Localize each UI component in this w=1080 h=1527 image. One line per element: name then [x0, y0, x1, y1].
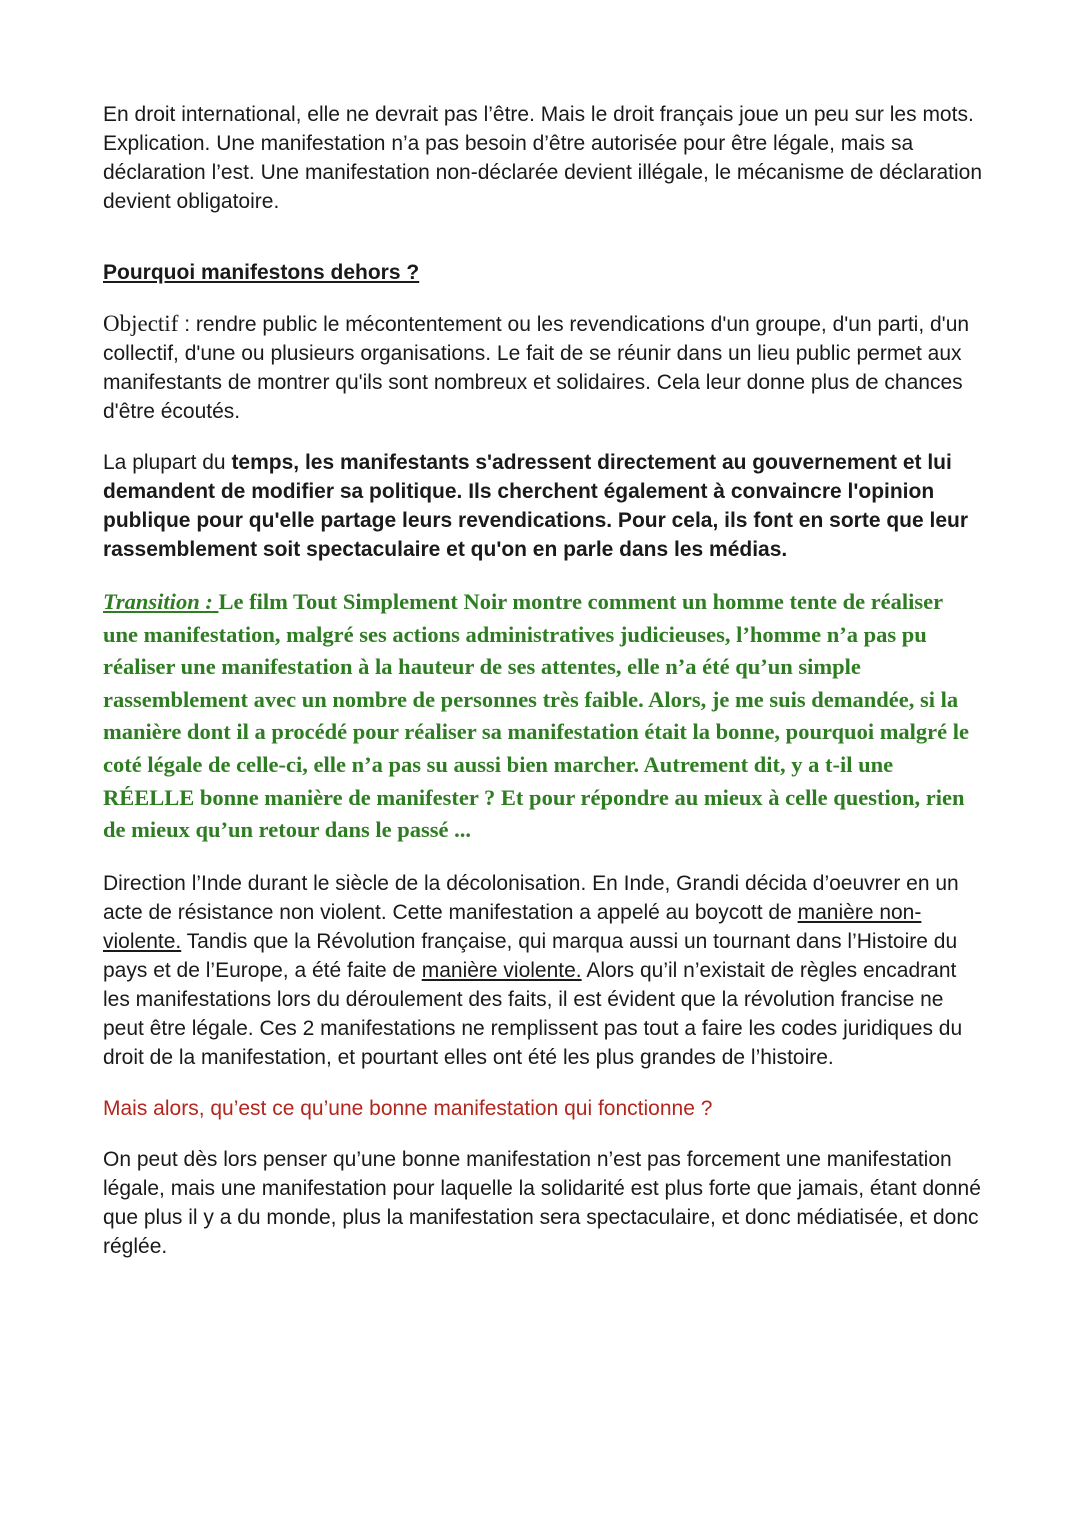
plupart-lead: La plupart du — [103, 451, 232, 474]
underlined-violente: manière violente. — [421, 958, 582, 982]
direction-paragraph — [103, 869, 983, 1072]
plupart-paragraph — [103, 448, 983, 564]
intro-paragraph: En droit international, elle ne devrait pas l’être. Mais le droit français joue un peu sur les mots. Explication. Une manifestation n’a pas besoin d’être autorisée pour être légale, mais sa déclaration l’est. Une manifestation non-déclarée devient illégale, le mécanisme de déclaration devient obligatoire. — [103, 103, 983, 213]
objectif-label: Objectif — [103, 311, 179, 336]
direction-text-3: Alors qu’il n’existait de règles encadrant les manifestations lors du déroulement des faits, il est évident que la révolution francise ne peut être légale. Ces 2 manifestations ne remplissent pas tout a faire les codes juridiques du droit de la manifestation, et pourtant elles ont été les plus grandes de l’histoire. — [103, 958, 963, 1069]
underlined-non-violente: manière non-violente. — [103, 900, 922, 953]
document-body — [103, 100, 983, 1261]
transition-text: Le film Tout Simplement Noir montre comment un homme tente de réaliser une manifestation, malgré ses actions administratives judicieuses, l’homme n’a pas pu réaliser une manifestation à la hauteur de ses attentes, elle n’a été qu’un simple rassemblement avec un nombre de personnes très faible. Alors, je me suis demandée, si la manière dont il a procédé pour réaliser sa manifestation était la bonne, pourquoi malgré le coté légale de celle-ci, elle n’a pas su aussi bien marcher. Autrement dit, y a t-il une RÉELLE bonne manière de manifester ? Et pour répondre au mieux à celle question, rien de mieux qu’un retour dans le passé ... — [103, 589, 970, 843]
conclusion-paragraph: On peut dès lors penser qu’une bonne manifestation n’est pas forcement une manifestation légale, mais une manifestation pour laquelle la solidarité est plus forte que jamais, étant donné que plus il y a du monde, plus la manifestation sera spectaculaire, et donc médiatisée, et donc réglée. — [103, 1147, 981, 1258]
question-line: Mais alors, qu’est ce qu’une bonne manifestation qui fonctionne ? — [103, 1096, 713, 1120]
transition-label: Transition : — [103, 589, 219, 614]
transition-paragraph — [103, 586, 983, 847]
section-heading: Pourquoi manifestons dehors ? — [103, 261, 420, 284]
direction-text-2: Tandis que la Révolution française, qui marqua aussi un tournant dans l’Histoire du pays et de l’Europe, a été faite de — [103, 929, 958, 982]
direction-text-1: Direction l’Inde durant le siècle de la décolonisation. En Inde, Grandi décida d’oeuvrer en un acte de résistance non violent. Cette manifestation a appelé au boycott de — [103, 871, 959, 924]
objectif-text: : rendre public le mécontentement ou les revendications d'un groupe, d'un parti, d'un collectif, d'une ou plusieurs organisations. Le fait de se réunir dans un lieu public permet aux manifestants de montrer qu'ils sont nombreux et solidaires. Cela leur donne plus de chances d'être écoutés. — [103, 313, 970, 423]
objectif-paragraph — [103, 309, 983, 426]
plupart-bold-text: temps, les manifestants s'adressent directement au gouvernement et lui demandent de modifier sa politique. Ils cherchent également à convaincre l'opinion publique pour qu'elle partage leurs revendications. Pour cela, ils font en sorte que leur rassemblement soit spectaculaire et qu'on en parle dans les médias. — [103, 451, 969, 561]
